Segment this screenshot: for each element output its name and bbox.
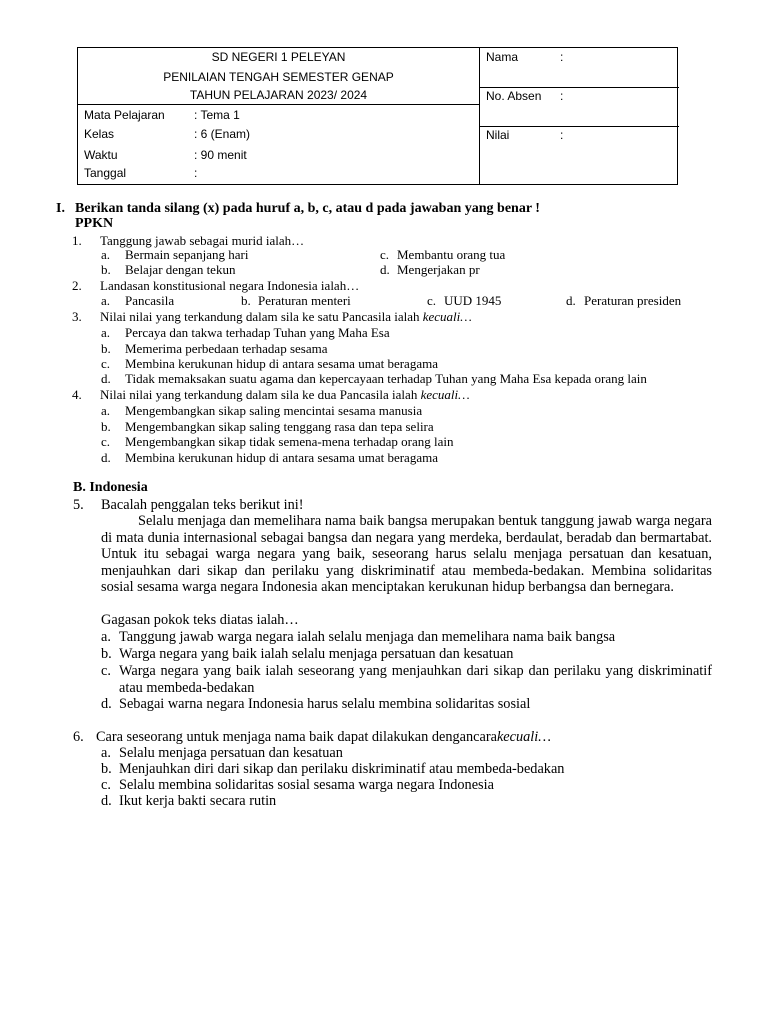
option-text: Warga negara yang baik ialah selalu menjaga persatuan dan kesatuan [119,646,514,662]
kecuali-emphasis: kecuali… [420,387,470,402]
score-colon: : [560,128,564,142]
option-letter: c. [101,434,111,449]
question-text: Nilai nilai yang terkandung dalam sila ke satu Pancasila ialah kecuali… [100,309,472,324]
option-letter: a. [101,403,111,418]
option-letter: d. [101,371,111,386]
option-letter: b. [241,293,251,308]
option-text: Peraturan menteri [258,293,351,308]
question-text: Nilai nilai yang terkandung dalam sila ke dua Pancasila ialah kecuali… [100,387,470,402]
absen-label: No. Absen [486,89,542,103]
option-text: Percaya dan takwa terhadap Tuhan yang Maha Esa [125,325,390,340]
option-text: Ikut kerja bakti secara rutin [119,793,277,809]
option-letter: c. [101,777,111,793]
table-divider [479,87,679,88]
option-text: Peraturan presiden [584,293,682,308]
question-number: 5. [73,497,84,513]
option-text: Mengembangkan sikap saling mencintai sesama manusia [125,403,423,418]
question-number: 1. [72,233,82,248]
table-divider [479,48,480,184]
academic-year: TAHUN PELAJARAN 2023/ 2024 [189,88,368,102]
option-text: Memerima perbedaan terhadap sesama [125,341,328,356]
option-letter: b. [101,646,112,662]
option-letter: d. [380,262,390,277]
section-instruction: Berikan tanda silang (x) pada huruf a, b, c, atau d pada jawaban yang benar ! [75,201,540,216]
option-text: Membantu orang tua [397,247,506,262]
option-letter: a. [101,293,111,308]
option-text: Mengembangkan sikap tidak semena-mena terhadap orang lain [125,434,454,449]
kecuali-emphasis: kecuali… [496,729,551,745]
option-letter: d. [566,293,576,308]
option-text: UUD 1945 [444,293,502,308]
option-text: Mengerjakan pr [397,262,480,277]
question-prompt: Gagasan pokok teks diatas ialah… [101,612,299,628]
score-label: Nilai [486,128,510,142]
name-colon: : [560,50,564,64]
option-text: Selalu menjaga persatuan dan kesatuan [119,745,343,761]
option-letter: a. [101,629,111,645]
table-divider [78,104,479,105]
option-letter: b. [101,341,111,356]
school-name: SD NEGERI 1 PELEYAN [211,50,346,64]
section-number: I. [56,201,65,216]
option-text: Membina kerukunan hidup di antara sesama umat beragama [125,356,438,371]
absen-colon: : [560,89,564,103]
option-letter: c. [427,293,437,308]
time-label: Waktu [84,148,118,162]
option-letter: d. [101,793,112,809]
exam-header-table [77,47,678,185]
time-value: : 90 menit [194,148,247,162]
option-text: Sebagai warna negara Indonesia harus selalu membina solidaritas sosial [119,696,531,712]
question-text: Bacalah penggalan teks berikut ini! [101,497,304,513]
question-number: 3. [72,309,82,324]
option-text: Tanggung jawab warga negara ialah selalu menjaga dan memelihara nama baik bangsa [119,629,616,645]
date-value: : [194,166,198,180]
class-label: Kelas [84,127,115,141]
subject-value: : Tema 1 [194,108,240,122]
option-text: Tidak memaksakan suatu agama dan kepercayaan terhadap Tuhan yang Maha Esa kepada orang lain [125,371,647,386]
option-letter: c. [101,356,111,371]
subject-label: Mata Pelajaran [84,108,165,122]
option-letter: c. [101,663,111,679]
option-letter: d. [101,450,111,465]
question-number: 6. [73,729,84,745]
option-text: Belajar dengan tekun [125,262,236,277]
option-letter: b. [101,761,112,777]
option-text: Menjauhkan diri dari sikap dan perilaku diskriminatif atau membeda-bedakan [119,761,565,777]
option-letter: a. [101,247,111,262]
reading-passage: Selalu menjaga dan memelihara nama baik bangsa merupakan bentuk tanggung jawab warga negara di mata dunia internasional sebagai bangsa dan negara yang merdeka, berdaulat, beradab dan bermartabat. Untuk itu sebagai warga negara yang baik, seseorang harus selalu menjaga persatuan dan kesatuan, menjauhkan dari sikap dan perilaku yang diskriminatif atau membeda-bedakan. Membina solidaritas sosial sesama warga negara Indonesia akan menciptakan kerukunan hidup berbangsa dan bernegara. [101,513,712,595]
date-label: Tanggal [84,166,127,180]
subject-heading: PPKN [75,216,114,231]
question-text: Tanggung jawab sebagai murid ialah… [100,233,305,248]
option-letter: a. [101,325,111,340]
option-text: Pancasila [125,293,175,308]
question-number: 4. [72,387,82,402]
class-value: : 6 (Enam) [194,127,251,141]
option-letter: b. [101,419,111,434]
option-text: Membina kerukunan hidup di antara sesama umat beragama [125,450,438,465]
option-text: Selalu membina solidaritas sosial sesama warga negara Indonesia [119,777,494,793]
question-text: Cara seseorang untuk menjaga nama baik dapat dilakukan dengancarakecuali… [96,729,551,745]
option-text: Bermain sepanjang hari [125,247,249,262]
section-b-heading: B. Indonesia [73,480,148,495]
kecuali-emphasis: kecuali… [422,309,472,324]
question-number: 2. [72,278,82,293]
table-divider [479,126,679,127]
option-letter: b. [101,262,111,277]
option-text: Mengembangkan sikap saling tenggang rasa dan tepa selira [125,419,434,434]
question-text: Landasan konstitusional negara Indonesia ialah… [100,278,360,293]
option-letter: c. [380,247,390,262]
option-letter: d. [101,696,112,712]
exam-title: PENILAIAN TENGAH SEMESTER GENAP [163,70,394,84]
option-letter: a. [101,745,111,761]
option-text: Warga negara yang baik ialah seseorang yang menjauhkan dari sikap dan perilaku yang diskriminatif atau membeda-bedakan [119,663,712,696]
name-label: Nama [486,50,519,64]
